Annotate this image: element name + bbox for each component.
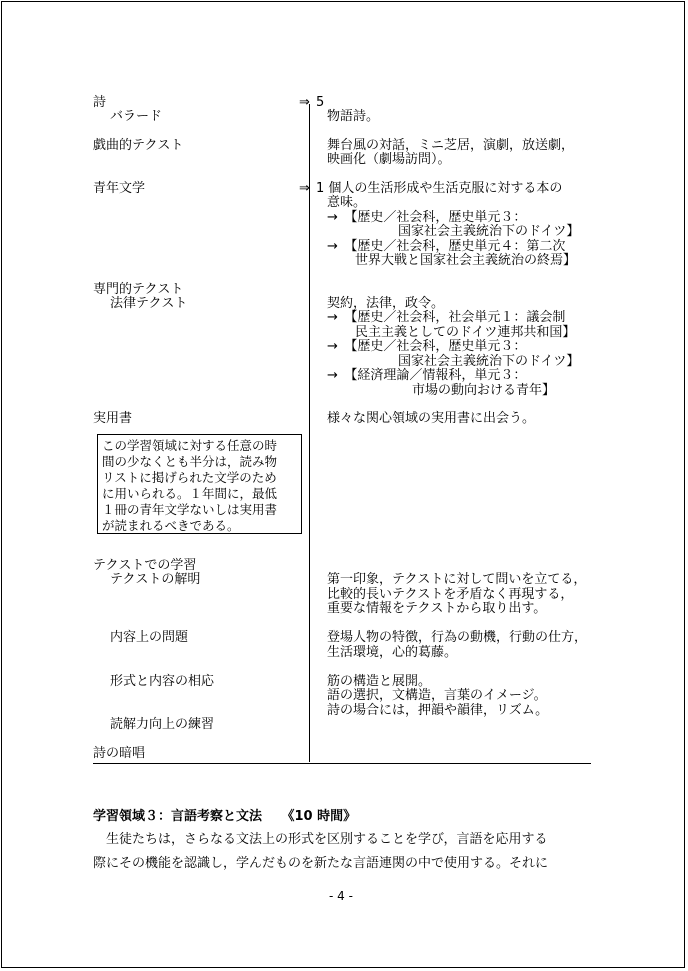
page-number: - 4 - [329,889,353,903]
table-bottom-rule [93,763,591,764]
youth-desc-1: 1 個人の生活形成や生活克服に対する本の [316,181,563,196]
legal-ref-1b: 民主主義としてのドイツ連邦共和国】 [355,325,576,340]
label-form-content: 形式と内容の相応 [110,674,215,689]
label-legal-text: 法律テクスト [110,296,188,311]
note-line: が読まれるべきである。 [102,518,240,533]
youth-ref-2a: → 【歴史／社会科，歴史単元４：第二次 [327,239,566,254]
legal-ref-3b: 市場の動向おける青年】 [412,383,556,398]
youth-ref-1b: 国家社会主義統治下のドイツ】 [398,224,580,239]
note-line: リストに掲げられた文学のため [102,470,277,485]
legal-ref-1a: → 【歴史／社会科，社会単元１：議会制 [327,310,566,325]
note-line: １冊の青年文学ないしは実用書 [102,502,278,517]
section-heading: 学習領域３：言語考察と文法 《10 時間》 [93,809,357,824]
note-line: この学習領域に対する任意の時 [102,438,278,453]
ballad-desc: 物語詩。 [327,109,380,124]
youth-ref-2b: 世界大戦と国家社会主義統治の終焉】 [355,253,577,268]
interpretation-desc-3: 重要な情報をテクストから取り出す。 [327,601,547,616]
label-poetry: 詩 [93,95,107,110]
label-reading-practice: 読解力向上の練習 [110,717,215,732]
interpretation-desc-2: 比較的長いテクストを矛盾なく再現する， [327,587,574,602]
label-content-issues: 内容上の問題 [110,630,189,645]
column-divider [309,104,310,762]
drama-desc-1: 舞台風の対話，ミニ芝居，演劇，放送劇， [327,138,575,153]
content-desc-1: 登場人物の特徴，行為の動機，行動の仕方， [327,630,588,645]
body-paragraph-line-2: 際にその機能を認識し，学んだものを新たな言語連関の中で使用する。それに [93,856,549,871]
poetry-grade: 5 [316,95,325,110]
body-paragraph-line-1: 生徒たちは，さらなる文法上の形式を区別することを学び，言語を応用する [93,832,548,847]
interpretation-desc-1: 第一印象，テクストに対して問いを立てる， [327,572,587,587]
label-interpretation: テクストの解明 [110,572,201,587]
legal-ref-3a: → 【経済理論／情報科，単元３： [327,368,527,383]
drama-desc-2: 映画化（劇場訪問）。 [327,152,451,167]
content-desc-2: 生活環境，心的葛藤。 [327,645,458,660]
practical-desc: 様々な関心領域の実用書に出会う。 [327,411,536,426]
legal-ref-2a: → 【歴史／社会科，歴史単元３： [327,339,527,354]
form-desc-1: 筋の構造と展開。 [327,674,432,689]
form-desc-2: 語の選択，文構造，言葉のイメージ。 [327,688,547,703]
label-recitation: 詩の暗唱 [93,746,146,761]
note-box [97,434,302,534]
arrow-icon: ⇒ [299,95,310,110]
legal-ref-2b: 国家社会主義統治下のドイツ】 [398,354,580,369]
label-drama: 戯曲的テクスト [93,138,184,153]
label-practical-books: 実用書 [93,411,133,426]
youth-desc-2: 意味。 [327,195,367,210]
arrow-icon: ⇒ [299,181,310,196]
label-specialist-text: 専門的テクスト [93,282,184,297]
form-desc-3: 詩の場合には，押韻や韻律，リズム。 [327,703,549,718]
note-line: に用いられる。１年間に，最低 [102,486,278,501]
label-work-with-text: テクストでの学習 [93,558,197,573]
youth-ref-1a: → 【歴史／社会科，歴史単元３： [327,210,527,225]
label-youth-literature: 青年文学 [93,181,146,196]
label-ballad: バラード [110,109,163,124]
legal-desc: 契約，法律，政令。 [327,296,445,311]
note-line: 間の少なくとも半分は，読み物 [102,454,278,469]
